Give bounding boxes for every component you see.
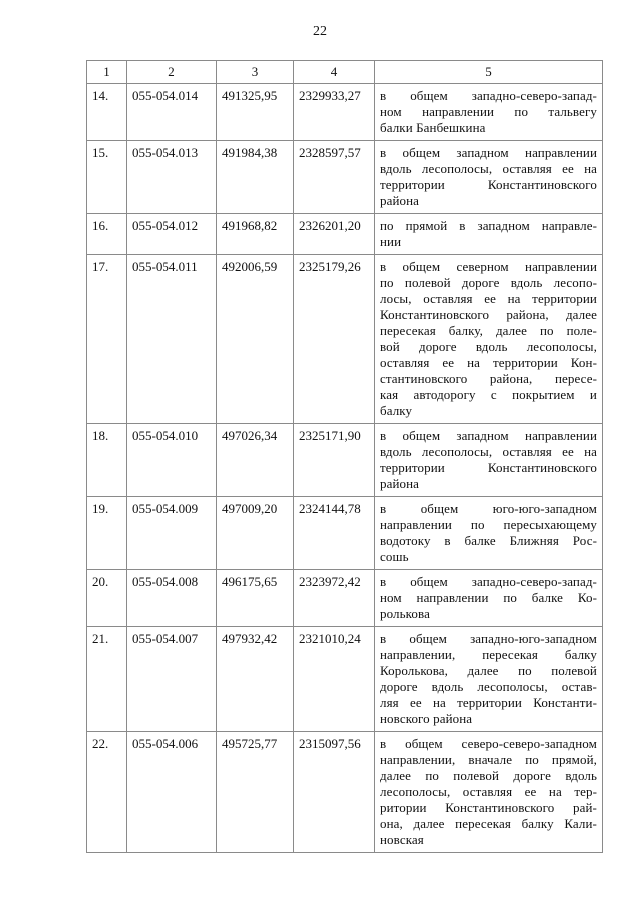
description-cell: [375, 497, 603, 570]
description-line: Константиновского района, далее: [380, 307, 597, 322]
header-col-1: 1: [87, 61, 127, 84]
description-line: в общем северном направлении: [380, 259, 597, 274]
table-row: [87, 570, 603, 627]
table-header: [87, 61, 603, 84]
point-number-cell: 20.: [87, 570, 127, 627]
point-number-cell: 18.: [87, 424, 127, 497]
description-line: Королькова, далее по полевой: [380, 663, 597, 678]
header-col-5: 5: [375, 61, 603, 84]
description-line: лосы, оставляя ее на территории: [380, 291, 597, 306]
y-coordinate-cell: 2329933,27: [294, 84, 375, 141]
description-line: кая автодорогу с покрытием и: [380, 387, 597, 402]
point-number-cell: 15.: [87, 141, 127, 214]
description-line: ритории Константиновского рай-: [380, 800, 597, 815]
point-code-cell: 055-054.007: [127, 627, 217, 732]
point-code-cell: 055-054.010: [127, 424, 217, 497]
table-row: [87, 732, 603, 853]
description-cell: [375, 627, 603, 732]
description-line: ролькова: [380, 606, 430, 621]
description-line: балку: [380, 403, 413, 418]
y-coordinate-cell: 2326201,20: [294, 214, 375, 255]
y-coordinate-cell: 2325171,90: [294, 424, 375, 497]
description-cell: [375, 84, 603, 141]
table-row: [87, 424, 603, 497]
table-row: [87, 497, 603, 570]
description-line: территории Константиновского: [380, 177, 597, 192]
description-line: новская: [380, 832, 424, 847]
y-coordinate-cell: 2315097,56: [294, 732, 375, 853]
description-line: в общем западном направлении: [380, 428, 597, 443]
table-row: [87, 627, 603, 732]
description-line: направлении по пересыхающему: [380, 517, 597, 532]
description-line: ном направлении по тальвегу: [380, 104, 597, 119]
x-coordinate-cell: 496175,65: [217, 570, 294, 627]
y-coordinate-cell: 2325179,26: [294, 255, 375, 424]
description-line: района: [380, 476, 420, 491]
x-coordinate-cell: 497026,34: [217, 424, 294, 497]
description-line: направлении, пересекая балку: [380, 647, 597, 662]
description-line: направлении, вначале по прямой,: [380, 752, 597, 767]
description-line: в общем западно-северо-запад-: [380, 88, 597, 103]
table-row: [87, 214, 603, 255]
table-row: [87, 255, 603, 424]
description-line: нии: [380, 234, 402, 249]
description-line: района: [380, 193, 420, 208]
description-line: сошь: [380, 549, 409, 564]
table-row: [87, 141, 603, 214]
description-line: водотоку в балке Ближняя Рос-: [380, 533, 597, 548]
description-line: в общем западно-юго-западном: [380, 631, 597, 646]
description-line: дороге вдоль лесополосы, остав-: [380, 679, 597, 694]
description-cell: [375, 255, 603, 424]
description-cell: [375, 570, 603, 627]
description-line: новского района: [380, 711, 473, 726]
x-coordinate-cell: 491984,38: [217, 141, 294, 214]
y-coordinate-cell: 2323972,42: [294, 570, 375, 627]
header-row: [87, 61, 603, 84]
description-line: вдоль лесополосы, оставляя ее на: [380, 161, 597, 176]
description-cell: [375, 424, 603, 497]
description-line: в общем западно-северо-запад-: [380, 574, 597, 589]
point-code-cell: 055-054.012: [127, 214, 217, 255]
description-line: пересекая балку, далее по поле-: [380, 323, 597, 338]
page-number: 22: [313, 24, 327, 39]
point-code-cell: 055-054.014: [127, 84, 217, 141]
description-line: вдоль лесополосы, оставляя ее на: [380, 444, 597, 459]
y-coordinate-cell: 2324144,78: [294, 497, 375, 570]
description-line: в общем юго-юго-западном: [380, 501, 597, 516]
x-coordinate-cell: 491325,95: [217, 84, 294, 141]
point-code-cell: 055-054.008: [127, 570, 217, 627]
description-line: по полевой дороге вдоль лесопо-: [380, 275, 597, 290]
point-code-cell: 055-054.011: [127, 255, 217, 424]
description-line: ляя ее на территории Константи-: [380, 695, 597, 710]
description-line: в общем западном направлении: [380, 145, 597, 160]
x-coordinate-cell: 497009,20: [217, 497, 294, 570]
description-line: стантиновского района, пересе-: [380, 371, 597, 386]
description-line: по прямой в западном направле-: [380, 218, 597, 233]
point-number-cell: 16.: [87, 214, 127, 255]
point-number-cell: 19.: [87, 497, 127, 570]
header-col-3: 3: [217, 61, 294, 84]
description-line: балки Банбешкина: [380, 120, 486, 135]
description-cell: [375, 214, 603, 255]
description-line: оставляя ее на территории Кон-: [380, 355, 597, 370]
description-line: в общем северо-северо-западном: [380, 736, 597, 751]
table-body: [87, 84, 603, 853]
point-number-cell: 22.: [87, 732, 127, 853]
description-line: ном направлении по балке Ко-: [380, 590, 597, 605]
description-line: далее по полевой дороге вдоль: [380, 768, 597, 783]
point-number-cell: 21.: [87, 627, 127, 732]
point-number-cell: 17.: [87, 255, 127, 424]
boundary-table: [86, 60, 603, 853]
description-line: территории Константиновского: [380, 460, 597, 475]
header-col-4: 4: [294, 61, 375, 84]
x-coordinate-cell: 495725,77: [217, 732, 294, 853]
description-line: она, далее пересекая балку Кали-: [380, 816, 597, 831]
description-line: вой дороге вдоль лесополосы,: [380, 339, 597, 354]
description-line: лесополосы, оставляя ее на тер-: [380, 784, 597, 799]
description-cell: [375, 141, 603, 214]
y-coordinate-cell: 2328597,57: [294, 141, 375, 214]
x-coordinate-cell: 497932,42: [217, 627, 294, 732]
header-col-2: 2: [127, 61, 217, 84]
x-coordinate-cell: 491968,82: [217, 214, 294, 255]
point-code-cell: 055-054.009: [127, 497, 217, 570]
point-code-cell: 055-054.006: [127, 732, 217, 853]
description-cell: [375, 732, 603, 853]
point-number-cell: 14.: [87, 84, 127, 141]
table-row: [87, 84, 603, 141]
y-coordinate-cell: 2321010,24: [294, 627, 375, 732]
point-code-cell: 055-054.013: [127, 141, 217, 214]
x-coordinate-cell: 492006,59: [217, 255, 294, 424]
